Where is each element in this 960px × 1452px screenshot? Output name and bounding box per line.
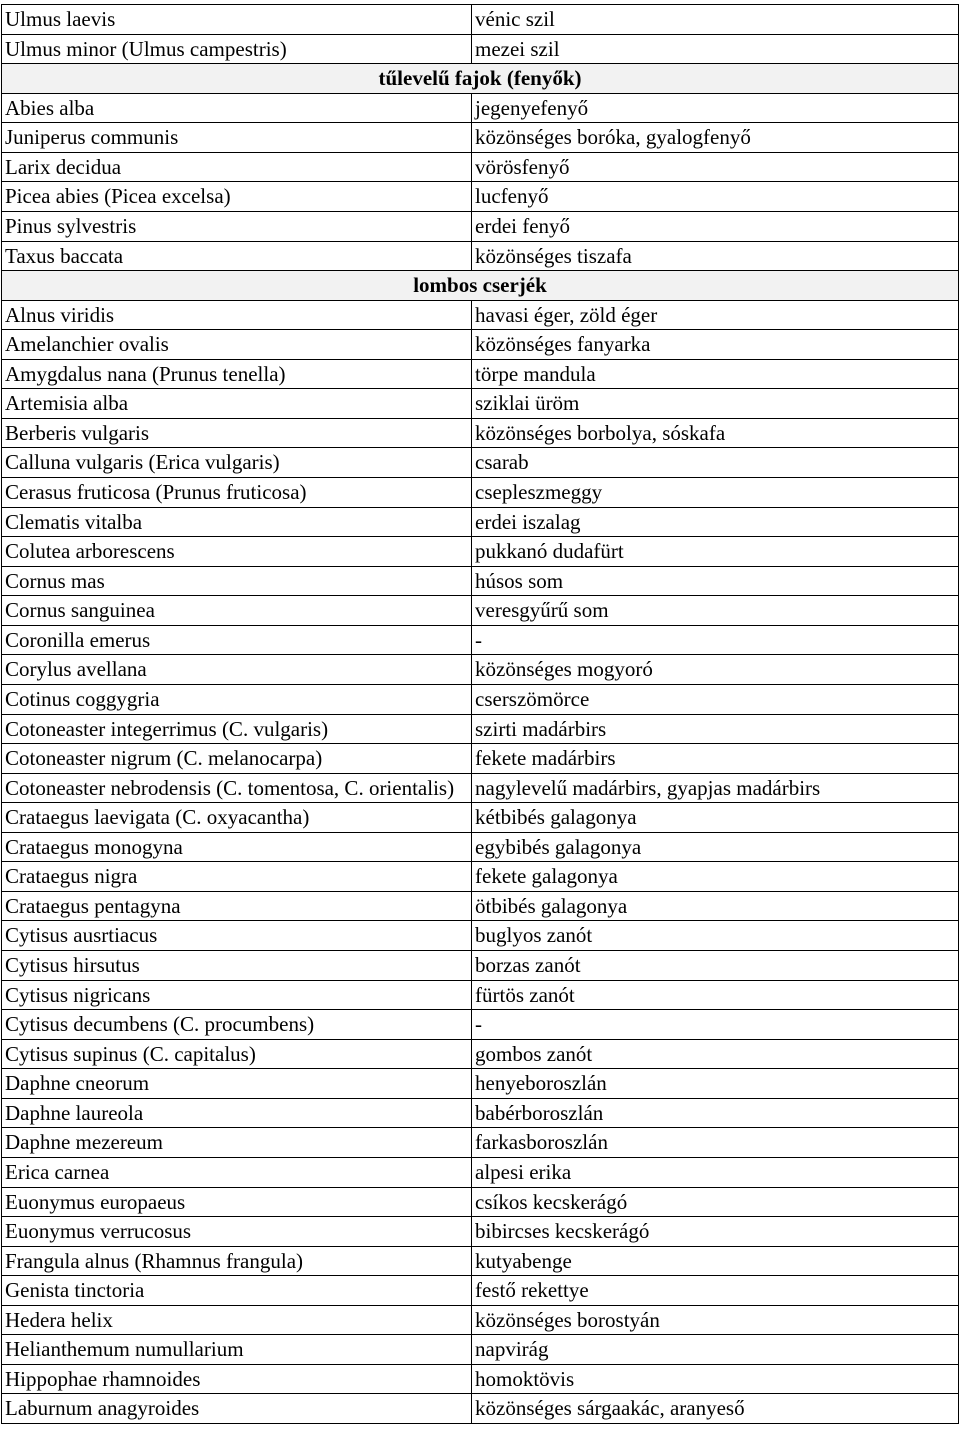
latin-name-cell: Colutea arborescens [2,537,472,567]
table-row [2,300,959,330]
latin-name-cell: Hedera helix [2,1305,472,1335]
table-row [2,93,959,123]
hungarian-name-cell: közönséges fanyarka [472,330,959,360]
latin-name-cell: Crataegus nigra [2,862,472,892]
table-row [2,330,959,360]
latin-name-cell: Pinus sylvestris [2,211,472,241]
table-row [2,5,959,35]
latin-name-cell: Cytisus ausrtiacus [2,921,472,951]
hungarian-name-cell: nagylevelű madárbirs, gyapjas madárbirs [472,773,959,803]
hungarian-name-cell: csarab [472,448,959,478]
latin-name-cell: Daphne cneorum [2,1069,472,1099]
hungarian-name-cell: szirti madárbirs [472,714,959,744]
hungarian-name-cell: kutyabenge [472,1246,959,1276]
latin-name-cell: Coronilla emerus [2,625,472,655]
species-table [1,4,959,1424]
latin-name-cell: Crataegus laevigata (C. oxyacantha) [2,803,472,833]
table-row [2,655,959,685]
hungarian-name-cell: pukkanó dudafürt [472,537,959,567]
hungarian-name-cell: közönséges borbolya, sóskafa [472,418,959,448]
latin-name-cell: Laburnum anagyroides [2,1394,472,1424]
table-row [2,862,959,892]
hungarian-name-cell: - [472,625,959,655]
hungarian-name-cell: közönséges boróka, gyalogfenyő [472,123,959,153]
latin-name-cell: Cotoneaster nigrum (C. melanocarpa) [2,744,472,774]
table-row [2,951,959,981]
table-row [2,921,959,951]
table-row [2,803,959,833]
table-row [2,211,959,241]
latin-name-cell: Genista tinctoria [2,1276,472,1306]
latin-name-cell: Cotoneaster nebrodensis (C. tomentosa, C. orientalis) [2,773,472,803]
hungarian-name-cell: közönséges mogyoró [472,655,959,685]
latin-name-cell: Cytisus nigricans [2,980,472,1010]
table-row [2,123,959,153]
hungarian-name-cell: erdei fenyő [472,211,959,241]
table-row [2,182,959,212]
latin-name-cell: Helianthemum numullarium [2,1335,472,1365]
hungarian-name-cell: gombos zanót [472,1039,959,1069]
hungarian-name-cell: alpesi erika [472,1157,959,1187]
latin-name-cell: Picea abies (Picea excelsa) [2,182,472,212]
table-row [2,1394,959,1424]
table-row [2,1364,959,1394]
table-row [2,1187,959,1217]
latin-name-cell: Taxus baccata [2,241,472,271]
latin-name-cell: Cornus sanguinea [2,596,472,626]
table-row [2,1069,959,1099]
latin-name-cell: Frangula alnus (Rhamnus frangula) [2,1246,472,1276]
hungarian-name-cell: sziklai üröm [472,389,959,419]
latin-name-cell: Euonymus verrucosus [2,1217,472,1247]
latin-name-cell: Calluna vulgaris (Erica vulgaris) [2,448,472,478]
latin-name-cell: Ulmus laevis [2,5,472,35]
latin-name-cell: Cotoneaster integerrimus (C. vulgaris) [2,714,472,744]
hungarian-name-cell: csepleszmeggy [472,478,959,508]
latin-name-cell: Cytisus supinus (C. capitalus) [2,1039,472,1069]
hungarian-name-cell: havasi éger, zöld éger [472,300,959,330]
table-row [2,241,959,271]
latin-name-cell: Artemisia alba [2,389,472,419]
hungarian-name-cell: vénic szil [472,5,959,35]
species-table-body [2,5,959,1424]
hungarian-name-cell: közönséges sárgaakác, aranyeső [472,1394,959,1424]
table-row [2,1010,959,1040]
hungarian-name-cell: vörösfenyő [472,152,959,182]
table-row [2,389,959,419]
latin-name-cell: Crataegus monogyna [2,832,472,862]
hungarian-name-cell: homoktövis [472,1364,959,1394]
table-row [2,1276,959,1306]
hungarian-name-cell: - [472,1010,959,1040]
latin-name-cell: Berberis vulgaris [2,418,472,448]
table-row [2,596,959,626]
table-row [2,566,959,596]
hungarian-name-cell: babérboroszlán [472,1098,959,1128]
hungarian-name-cell: fürtös zanót [472,980,959,1010]
table-row [2,744,959,774]
latin-name-cell: Clematis vitalba [2,507,472,537]
latin-name-cell: Cytisus decumbens (C. procumbens) [2,1010,472,1040]
hungarian-name-cell: farkasboroszlán [472,1128,959,1158]
hungarian-name-cell: kétbibés galagonya [472,803,959,833]
hungarian-name-cell: henyeboroszlán [472,1069,959,1099]
latin-name-cell: Amygdalus nana (Prunus tenella) [2,359,472,389]
table-row [2,684,959,714]
table-row [2,1098,959,1128]
hungarian-name-cell: lucfenyő [472,182,959,212]
hungarian-name-cell: cserszömörce [472,684,959,714]
hungarian-name-cell: bibircses kecskerágó [472,1217,959,1247]
latin-name-cell: Erica carnea [2,1157,472,1187]
latin-name-cell: Cornus mas [2,566,472,596]
hungarian-name-cell: fekete madárbirs [472,744,959,774]
latin-name-cell: Cotinus coggygria [2,684,472,714]
latin-name-cell: Daphne laureola [2,1098,472,1128]
table-row [2,359,959,389]
hungarian-name-cell: erdei iszalag [472,507,959,537]
latin-name-cell: Cerasus fruticosa (Prunus fruticosa) [2,478,472,508]
table-row [2,1246,959,1276]
table-row [2,448,959,478]
table-row [2,507,959,537]
table-row [2,1305,959,1335]
section-title: tűlevelű fajok (fenyők) [2,64,959,94]
section-header-row [2,271,959,301]
latin-name-cell: Juniperus communis [2,123,472,153]
table-row [2,625,959,655]
table-row [2,1128,959,1158]
hungarian-name-cell: napvirág [472,1335,959,1365]
hungarian-name-cell: csíkos kecskerágó [472,1187,959,1217]
hungarian-name-cell: ötbibés galagonya [472,891,959,921]
table-row [2,980,959,1010]
table-row [2,1335,959,1365]
latin-name-cell: Alnus viridis [2,300,472,330]
latin-name-cell: Cytisus hirsutus [2,951,472,981]
hungarian-name-cell: közönséges borostyán [472,1305,959,1335]
table-row [2,34,959,64]
hungarian-name-cell: jegenyefenyő [472,93,959,123]
hungarian-name-cell: törpe mandula [472,359,959,389]
table-row [2,714,959,744]
latin-name-cell: Crataegus pentagyna [2,891,472,921]
latin-name-cell: Hippophae rhamnoides [2,1364,472,1394]
latin-name-cell: Larix decidua [2,152,472,182]
table-row [2,152,959,182]
latin-name-cell: Amelanchier ovalis [2,330,472,360]
table-row [2,1217,959,1247]
hungarian-name-cell: mezei szil [472,34,959,64]
table-row [2,891,959,921]
hungarian-name-cell: festő rekettye [472,1276,959,1306]
table-row [2,773,959,803]
hungarian-name-cell: buglyos zanót [472,921,959,951]
hungarian-name-cell: egybibés galagonya [472,832,959,862]
latin-name-cell: Euonymus europaeus [2,1187,472,1217]
table-row [2,478,959,508]
latin-name-cell: Abies alba [2,93,472,123]
table-row [2,418,959,448]
latin-name-cell: Daphne mezereum [2,1128,472,1158]
table-row [2,1039,959,1069]
section-header-row [2,64,959,94]
table-row [2,537,959,567]
hungarian-name-cell: húsos som [472,566,959,596]
latin-name-cell: Ulmus minor (Ulmus campestris) [2,34,472,64]
hungarian-name-cell: veresgyűrű som [472,596,959,626]
table-row [2,832,959,862]
hungarian-name-cell: borzas zanót [472,951,959,981]
latin-name-cell: Corylus avellana [2,655,472,685]
hungarian-name-cell: fekete galagonya [472,862,959,892]
hungarian-name-cell: közönséges tiszafa [472,241,959,271]
table-row [2,1157,959,1187]
section-title: lombos cserjék [2,271,959,301]
